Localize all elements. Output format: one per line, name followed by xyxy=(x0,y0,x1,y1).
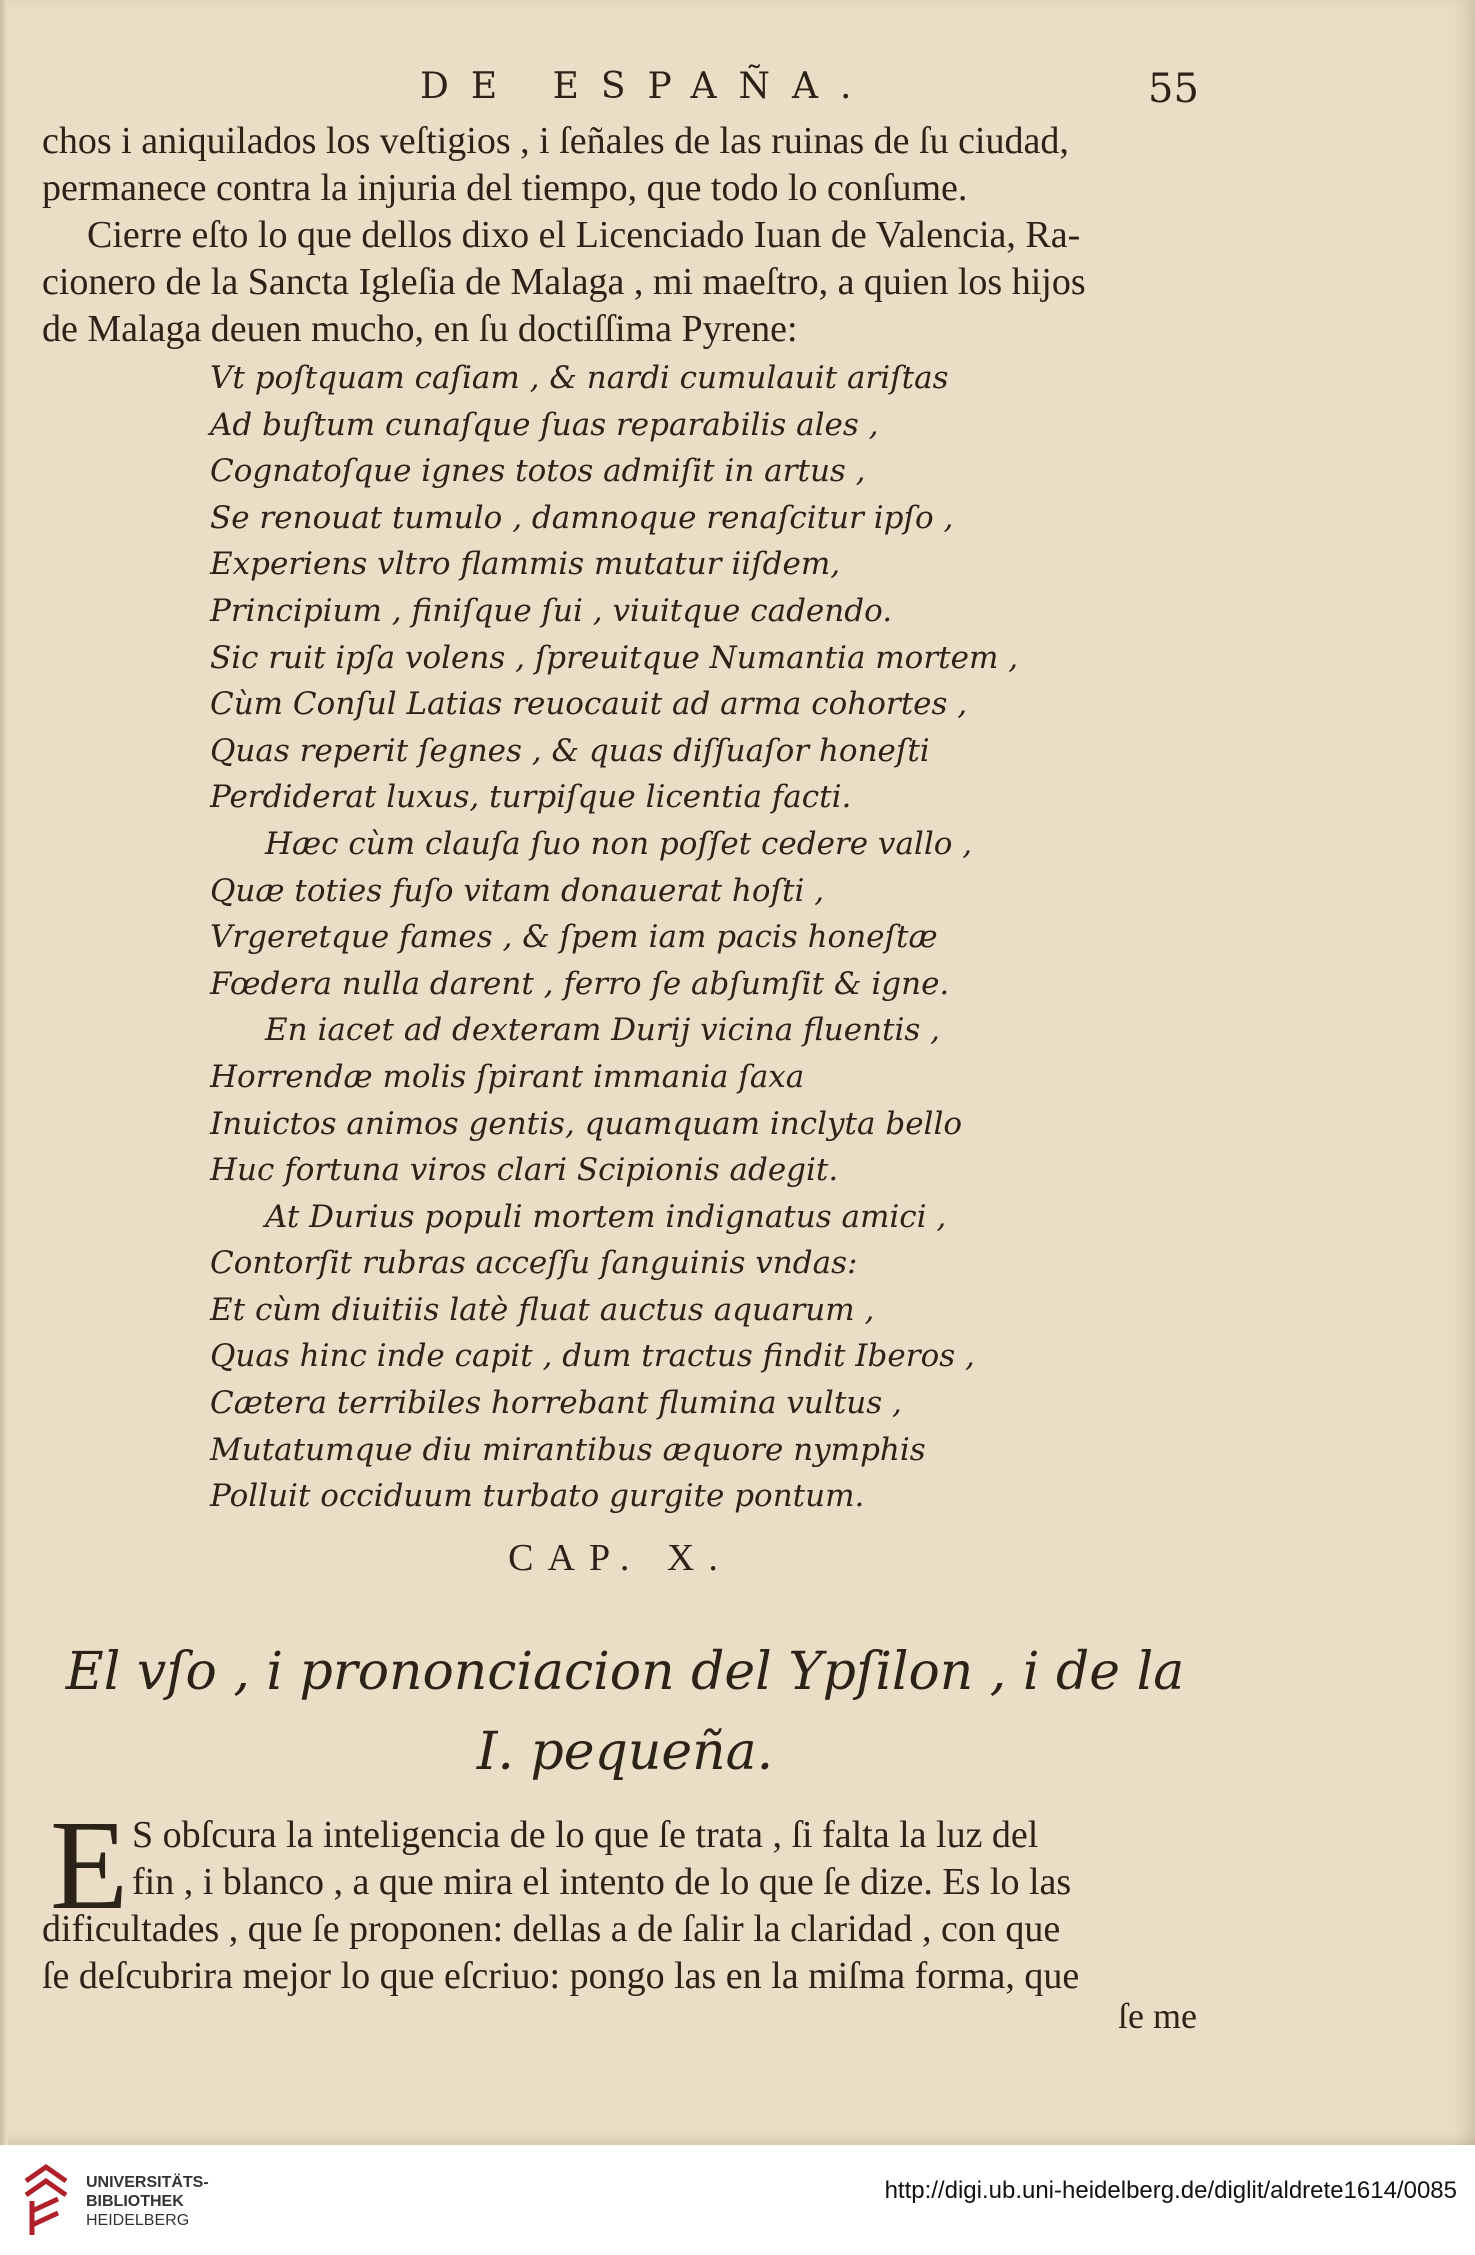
verse-line: Cognatoſque ignes totos admiſit in artus , xyxy=(210,453,866,490)
text-line: Cierre eſto lo que dellos dixo el Licenciado Iuan de Valencia, Ra- xyxy=(87,214,1081,256)
verse-line: Sic ruit ipſa volens , ſpreuitque Numantia mortem , xyxy=(210,639,1019,676)
verse-line: Experiens vltro flammis mutatur iiſdem, xyxy=(210,546,841,583)
verse-line: Principium , finiſque ſui , viuitque cadendo. xyxy=(210,592,893,629)
verse-line: Quas hinc inde capit , dum tractus findit Iberos , xyxy=(210,1338,975,1375)
verse-line: Inuictos animos gentis, quamquam inclyta bello xyxy=(210,1105,963,1142)
page-number: 55 xyxy=(1148,66,1199,112)
verse-line: Perdiderat luxus, turpiſque licentia facti. xyxy=(210,779,852,816)
chapter-body xyxy=(42,1794,1212,2000)
library-name-line: BIBLIOTHEK xyxy=(86,2193,184,2210)
verse-line: Horrendæ molis ſpirant immania ſaxa xyxy=(210,1058,805,1095)
permalink-url[interactable]: http://digi.ub.uni-heidelberg.de/diglit/aldrete1614/0085 xyxy=(884,2177,1457,2204)
verse-line: Quas reperit ſegnes , & quas diſſuaſor honeſti xyxy=(210,732,930,769)
verse-line: Cætera terribiles horrebant flumina vultus , xyxy=(210,1385,902,1422)
university-library-logo-icon xyxy=(18,2161,74,2241)
text-line: chos i aniquilados los veſtigios , i ſeñales de las ruinas de ſu ciudad, xyxy=(42,120,1069,162)
chapter-title-line: El vſo , i prononciacion del Ypſilon , i de la xyxy=(65,1642,1185,1702)
verse-line: Contorſit rubras acceſſu ſanguinis vndas: xyxy=(210,1245,858,1282)
latin-verse xyxy=(210,355,1018,1520)
verse-line: Polluit occiduum turbato gurgite pontum. xyxy=(210,1478,865,1515)
library-name-line: HEIDELBERG xyxy=(86,2212,190,2229)
chapter-title-line: I. pequeña. xyxy=(476,1722,774,1782)
text-line: permanece contra la injuria del tiempo, que todo lo conſume. xyxy=(42,167,968,209)
verse-line: Vrgeretque fames , & ſpem iam pacis honeſtæ xyxy=(210,919,938,956)
chapter-label: CAP. X. xyxy=(508,1537,732,1579)
viewer-footer xyxy=(0,2145,1475,2255)
paragraph-continuation xyxy=(42,118,1212,353)
text-line: dificultades , que ſe proponen: dellas a de ſalir la claridad , con que xyxy=(42,1908,1061,1950)
verse-line: Quæ toties fuſo vitam donauerat hoſti , xyxy=(210,872,825,909)
verse-line: Hæc cùm clauſa ſuo non poſſet cedere vallo , xyxy=(265,825,973,862)
chapter-title xyxy=(0,1632,1250,1792)
verse-line: Fœdera nulla darent , ferro ſe abſumſit & igne. xyxy=(210,965,950,1002)
verse-line: At Durius populi mortem indignatus amici , xyxy=(265,1198,947,1235)
verse-line: Et cùm diuitiis latè fluat auctus aquarum , xyxy=(210,1291,875,1328)
verse-line: En iacet ad dexteram Durij vicina fluentis , xyxy=(265,1012,941,1049)
text-line: ſe deſcubrira mejor lo que eſcriuo: pongo las en la miſma forma, que xyxy=(42,1955,1080,1997)
verse-line: Cùm Conſul Latias reuocauit ad arma cohortes , xyxy=(210,686,968,723)
text-line: S obſcura la inteligencia de lo que ſe trata , ſi falta la luz del xyxy=(132,1814,1039,1856)
drop-cap: E xyxy=(50,1794,129,1936)
page-edge-shadow xyxy=(0,0,8,2145)
text-line: de Malaga deuen mucho, en ſu doctiſſima Pyrene: xyxy=(42,308,798,350)
catchword: ſe me xyxy=(1118,1996,1197,2036)
verse-line: Huc fortuna viros clari Scipionis adegit. xyxy=(210,1152,839,1189)
verse-line: Ad buſtum cunaſque ſuas reparabilis ales , xyxy=(210,406,879,443)
verse-line: Vt poſtquam caſiam , & nardi cumulauit ariſtas xyxy=(210,360,949,396)
library-name xyxy=(86,2173,209,2230)
text-line: fin , i blanco , a que mira el intento de lo que ſe dize. Es lo las xyxy=(132,1861,1072,1903)
verse-line: Mutatumque diu mirantibus æquore nymphis xyxy=(210,1431,926,1468)
running-head: DE ESPAÑA. xyxy=(420,66,874,107)
library-name-line: UNIVERSITÄTS- xyxy=(86,2174,209,2191)
text-line: cionero de la Sancta Igleſia de Malaga , mi maeſtro, a quien los hijos xyxy=(42,261,1086,303)
verse-line: Se renouat tumulo , damnoque renaſcitur ipſo , xyxy=(210,499,954,536)
